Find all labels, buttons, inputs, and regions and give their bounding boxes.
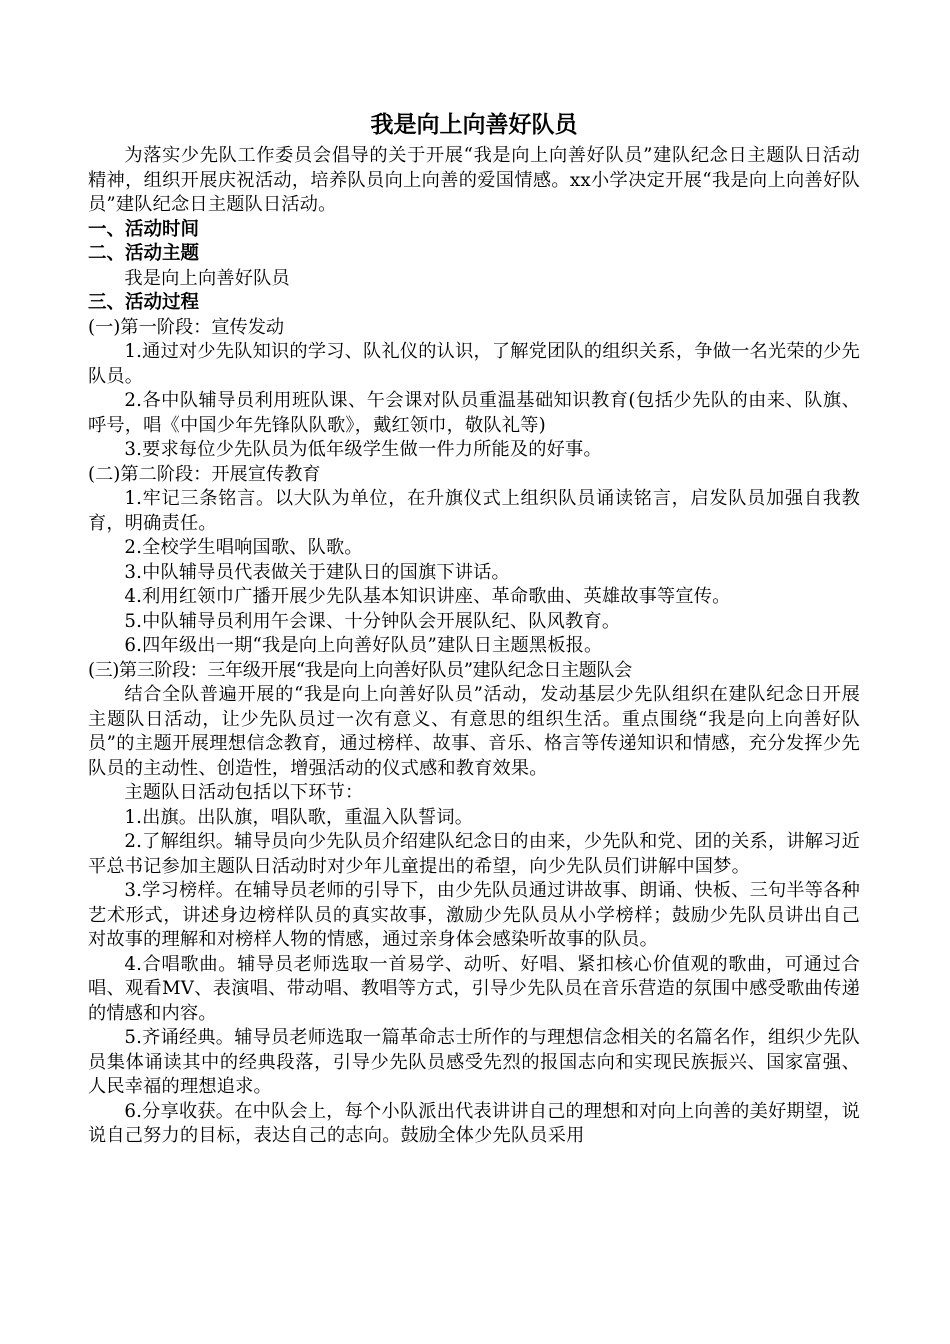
stage1-item: 2.各中队辅导员利用班队课、午会课对队员重温基础知识教育(包括少先队的由来、队旗、呼号，唱《中国少年先锋队队歌》，戴红领巾，敬队礼等) [88, 390, 860, 436]
stage2-item: 2.全校学生唱响国歌、队歌。 [124, 537, 363, 558]
stage3-lead: 主题队日活动包括以下环节： [124, 782, 364, 803]
stage2-item: 3.中队辅导员代表做关于建队日的国旗下讲话。 [124, 561, 510, 583]
document-page [88, 108, 860, 1149]
stage3-item: 6.分享收获。在中队会上，每个小队派出代表讲讲自己的理想和对向上向善的美好期望，说说自己努力的目标，表达自己的志向。鼓励全体少先队员采用 [88, 1100, 860, 1146]
stage2-item: 4.利用红领巾广播开展少先队基本知识讲座、革命歌曲、英雄故事等宣传。 [124, 586, 731, 607]
intro-paragraph: 为落实少先队工作委员会倡导的关于开展“我是向上向善好队员”建队纪念日主题队日活动精神，组织开展庆祝活动，培养队员向上向善的爱国情感。xx小学决定开展“我是向上向善好队员”建队纪念日主题队日活动。 [88, 145, 860, 215]
stage-heading-2: (二)第二阶段：开展宣传教育 [88, 463, 321, 485]
stage-heading-1: (一)第一阶段：宣传发动 [88, 316, 285, 338]
stage2-item: 6.四年级出一期“我是向上向善好队员”建队日主题黑板报。 [124, 635, 603, 656]
theme-text: 我是向上向善好队员 [124, 267, 290, 289]
stage3-item: 1.出旗。出队旗，唱队歌，重温入队誓词。 [124, 806, 474, 828]
stage2-item: 1.牢记三条铭言。以大队为单位，在升旗仪式上组织队员诵读铭言，启发队员加强自我教育，明确责任。 [88, 488, 860, 534]
stage1-item: 3.要求每位少先队员为低年级学生做一件力所能及的好事。 [124, 439, 602, 460]
stage3-item: 2.了解组织。辅导员向少先队员介绍建队纪念日的由来，少先队和党、团的关系，讲解习近平总书记参加主题队日活动时对少年儿童提出的希望，向少先队员们讲解中国梦。 [88, 831, 860, 877]
section-heading-time: 一、活动时间 [88, 218, 200, 240]
section-heading-process: 三、活动过程 [88, 292, 200, 313]
document-title: 我是向上向善好队员 [370, 112, 578, 138]
stage3-item: 5.齐诵经典。辅导员老师选取一篇革命志士所作的与理想信念相关的名篇名作，组织少先队员集体诵读其中的经典段落，引导少先队员感受先烈的报国志向和实现民族振兴、国家富强、人民幸福的理想追求。 [88, 1027, 860, 1097]
stage2-item: 5.中队辅导员利用午会课、十分钟队会开展队纪、队风教育。 [124, 610, 621, 632]
stage3-item: 3.学习榜样。在辅导员老师的引导下，由少先队员通过讲故事、朗诵、快板、三句半等各种艺术形式，讲述身边榜样队员的真实故事，激励少先队员从小学榜样；鼓励少先队员讲出自己对故事的理解和对榜样人物的情感，通过亲身体会感染听故事的队员。 [88, 880, 860, 950]
stage3-intro: 结合全队普遍开展的“我是向上向善好队员”活动，发动基层少先队组织在建队纪念日开展主题队日活动，让少先队员过一次有意义、有意思的组织生活。重点围绕“我是向上向善好队员”的主题开展理想信念教育，通过榜样、故事、音乐、格言等传递知识和情感，充分发挥少先队员的主动性、创造性，增强活动的仪式感和教育效果。 [88, 684, 860, 779]
stage1-item: 1.通过对少先队知识的学习、队礼仪的认识，了解党团队的组织关系，争做一名光荣的少先队员。 [88, 341, 860, 387]
section-heading-theme: 二、活动主题 [88, 243, 200, 264]
stage-heading-3: (三)第三阶段：三年级开展“我是向上向善好队员”建队纪念日主题队会 [88, 659, 632, 681]
stage3-item: 4.合唱歌曲。辅导员老师选取一首易学、动听、好唱、紧扣核心价值观的歌曲，可通过合唱、观看MV、表演唱、带动唱、教唱等方式，引导少先队员在音乐营造的氛围中感受歌曲传递的情感和内容。 [88, 953, 860, 1024]
